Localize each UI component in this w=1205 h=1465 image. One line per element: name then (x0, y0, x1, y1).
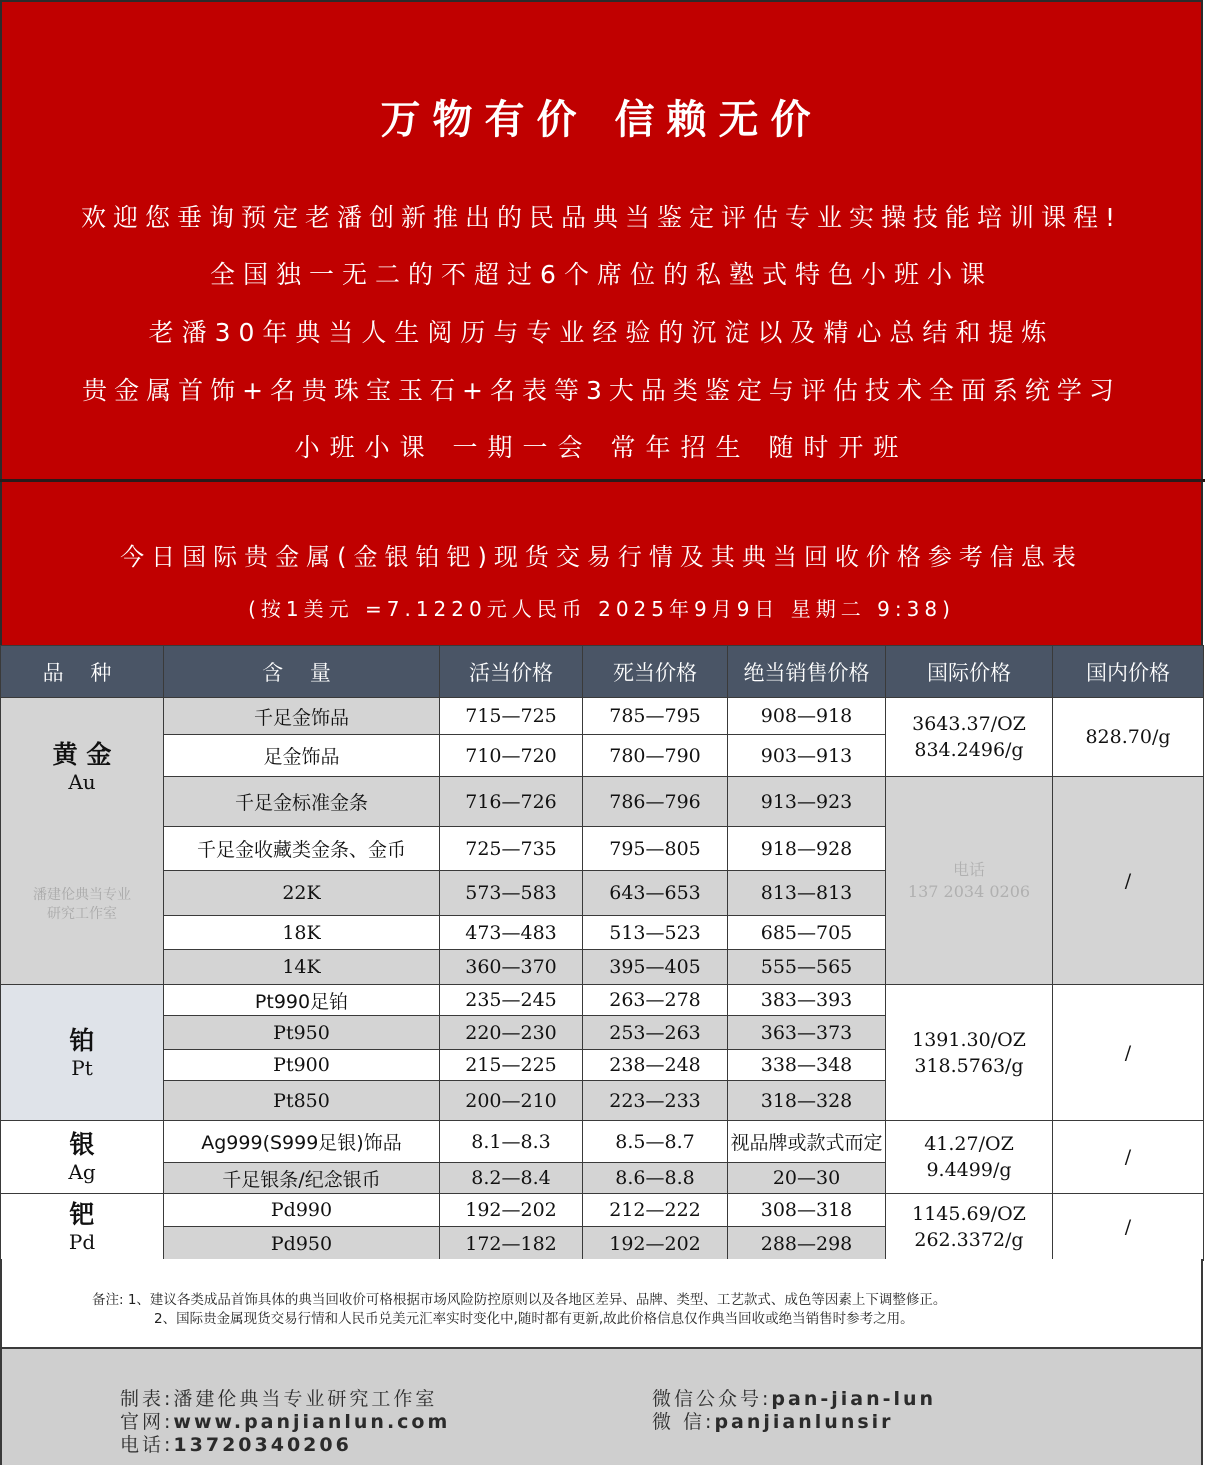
footer-phone: 电话:13720340206 (120, 1434, 352, 1456)
domestic-price-platinum: / (1053, 985, 1204, 1121)
live-price-cell: 725—735 (440, 827, 583, 871)
sale-price-cell: 338—348 (728, 1050, 886, 1081)
purity-cell: 千足金收藏类金条、金币 (164, 827, 440, 871)
col-header-purity: 含 量 (164, 646, 440, 698)
dead-price-cell: 238—248 (583, 1050, 728, 1081)
table-row (1, 1121, 1204, 1163)
website-link[interactable]: www.panjianlun.com (173, 1411, 451, 1433)
sale-price-cell: 视品牌或款式而定 (728, 1121, 886, 1163)
dead-price-cell: 8.6—8.8 (583, 1163, 728, 1194)
sale-price-cell: 913—923 (728, 777, 886, 827)
category-platinum: 铂 Pt (1, 985, 164, 1121)
purity-cell: 18K (164, 916, 440, 950)
sale-price-cell: 918—928 (728, 827, 886, 871)
sale-price-cell: 363—373 (728, 1016, 886, 1050)
sale-price-cell: 908—918 (728, 698, 886, 735)
col-header-intl-price: 国际价格 (886, 646, 1053, 698)
purity-cell: Ag999(S999足银)饰品 (164, 1121, 440, 1163)
dead-price-cell: 395—405 (583, 950, 728, 985)
footer-wechat-public: 微信公众号:pan-jian-lun (652, 1388, 937, 1410)
category-palladium: 钯 Pd (1, 1194, 164, 1261)
dead-price-cell: 780—790 (583, 735, 728, 777)
table-row (1, 985, 1204, 1016)
promo-line-5: 小班小课 一期一会 常年招生 随时开班 (294, 433, 909, 462)
category-name-cn: 黄 金 (52, 740, 112, 769)
footer-wechat: 微 信:panjianlunsir (652, 1411, 894, 1433)
footer-website: 官网:www.panjianlun.com (120, 1411, 451, 1433)
intl-price-gold: 3643.37/OZ 834.2496/g (886, 698, 1053, 777)
sale-price-cell: 318—328 (728, 1081, 886, 1121)
promo-line-1: 欢迎您垂询预定老潘创新推出的民品典当鉴定评估专业实操技能培训课程! (80, 203, 1123, 232)
domestic-price-palladium: / (1053, 1194, 1204, 1261)
promo-line-3: 老潘30年典当人生阅历与专业经验的沉淀以及精心总结和提炼 (148, 318, 1055, 347)
purity-cell: Pt850 (164, 1081, 440, 1121)
live-price-cell: 8.1—8.3 (440, 1121, 583, 1163)
live-price-cell: 473—483 (440, 916, 583, 950)
footer-maker: 制表:潘建伦典当专业研究工作室 (120, 1388, 438, 1410)
sale-price-cell: 685—705 (728, 916, 886, 950)
dead-price-cell: 253—263 (583, 1016, 728, 1050)
col-header-variety: 品 种 (1, 646, 164, 698)
sale-price-cell: 555—565 (728, 950, 886, 985)
purity-cell: 22K (164, 871, 440, 916)
purity-cell: 14K (164, 950, 440, 985)
col-header-domestic-price: 国内价格 (1053, 646, 1204, 698)
price-table (0, 645, 1204, 1261)
col-header-sale-price: 绝当销售价格 (728, 646, 886, 698)
dead-price-cell: 795—805 (583, 827, 728, 871)
category-gold (1, 698, 164, 985)
table-title-banner (0, 482, 1203, 645)
intl-price-gold-phone: 电话 137 2034 0206 (886, 777, 1053, 985)
promo-line-4: 贵金属首饰+名贵珠宝玉石+名表等3大品类鉴定与评估技术全面系统学习 (82, 376, 1121, 405)
exchange-rate-line: (按1美元 =7.1220元人民币 2025年9月9日 星期二 9:38) (248, 597, 955, 621)
table-row (1, 698, 1204, 735)
domestic-price-gold-other: / (1053, 777, 1204, 985)
note-line-1: 备注: 1、建议各类成品首饰具体的典当回收价可格根据市场风险防控原则以及各地区差异、品牌、类型、工艺款式、成色等因素上下调整修正。 (92, 1292, 947, 1308)
sale-price-cell: 383—393 (728, 985, 886, 1016)
dead-price-cell: 192—202 (583, 1227, 728, 1261)
live-price-cell: 200—210 (440, 1081, 583, 1121)
sale-price-cell: 288—298 (728, 1227, 886, 1261)
live-price-cell: 360—370 (440, 950, 583, 985)
promo-banner (0, 0, 1203, 481)
note-line-2: 2、国际贵金属现货交易行情和人民币兑美元汇率实时变化中,随时都有更新,故此价格信息仅作典当回收或绝当销售时参考之用。 (154, 1311, 914, 1327)
dead-price-cell: 785—795 (583, 698, 728, 735)
dead-price-cell: 786—796 (583, 777, 728, 827)
live-price-cell: 220—230 (440, 1016, 583, 1050)
sale-price-cell: 20—30 (728, 1163, 886, 1194)
live-price-cell: 235—245 (440, 985, 583, 1016)
live-price-cell: 716—726 (440, 777, 583, 827)
intl-price-silver: 41.27/OZ 9.4499/g (886, 1121, 1053, 1194)
col-header-live-pawn: 活当价格 (440, 646, 583, 698)
intl-price-palladium: 1145.69/OZ 262.3372/g (886, 1194, 1053, 1261)
slogan: 万物有价 信赖无价 (380, 97, 823, 143)
purity-cell: 千足金标准金条 (164, 777, 440, 827)
live-price-cell: 192—202 (440, 1194, 583, 1227)
col-header-dead-pawn: 死当价格 (583, 646, 728, 698)
purity-cell: 足金饰品 (164, 735, 440, 777)
footer (0, 1349, 1203, 1465)
table-row (1, 777, 1204, 827)
dead-price-cell: 8.5—8.7 (583, 1121, 728, 1163)
live-price-cell: 715—725 (440, 698, 583, 735)
domestic-price-gold: 828.70/g (1053, 698, 1204, 777)
notes-section (0, 1259, 1203, 1349)
purity-cell: Pt900 (164, 1050, 440, 1081)
dead-price-cell: 263—278 (583, 985, 728, 1016)
purity-cell: Pt990足铂 (164, 985, 440, 1016)
dead-price-cell: 513—523 (583, 916, 728, 950)
promo-line-2: 全国独一无二的不超过6个席位的私塾式特色小班小课 (210, 260, 993, 289)
dead-price-cell: 643—653 (583, 871, 728, 916)
live-price-cell: 215—225 (440, 1050, 583, 1081)
purity-cell: Pd990 (164, 1194, 440, 1227)
live-price-cell: 573—583 (440, 871, 583, 916)
purity-cell: Pt950 (164, 1016, 440, 1050)
category-symbol: Au (68, 770, 96, 794)
sale-price-cell: 308—318 (728, 1194, 886, 1227)
purity-cell: 千足银条/纪念银币 (164, 1163, 440, 1194)
table-row (1, 1194, 1204, 1227)
intl-price-platinum: 1391.30/OZ 318.5763/g (886, 985, 1053, 1121)
studio-watermark: 潘建伦典当专业 研究工作室 (33, 887, 131, 922)
sale-price-cell: 903—913 (728, 735, 886, 777)
live-price-cell: 710—720 (440, 735, 583, 777)
domestic-price-silver: / (1053, 1121, 1204, 1194)
live-price-cell: 172—182 (440, 1227, 583, 1261)
live-price-cell: 8.2—8.4 (440, 1163, 583, 1194)
table-title: 今日国际贵金属(金银铂钯)现货交易行情及其典当回收价格参考信息表 (120, 543, 1083, 571)
sale-price-cell: 813—813 (728, 871, 886, 916)
purity-cell: Pd950 (164, 1227, 440, 1261)
category-silver: 银 Ag (1, 1121, 164, 1194)
purity-cell: 千足金饰品 (164, 698, 440, 735)
dead-price-cell: 223—233 (583, 1081, 728, 1121)
dead-price-cell: 212—222 (583, 1194, 728, 1227)
table-header-row (1, 646, 1204, 698)
